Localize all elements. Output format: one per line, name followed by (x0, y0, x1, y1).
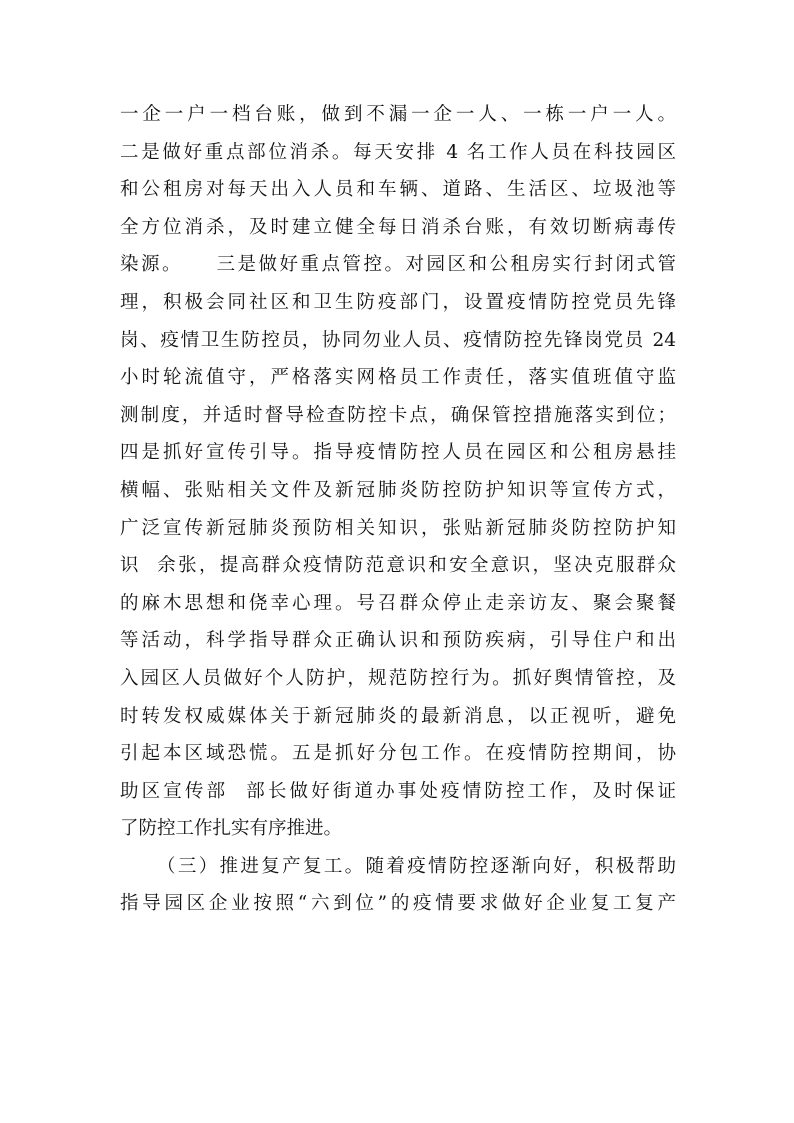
text-line: 二是做好重点部位消杀。每天安排 4 名工作人员在科技园区 (120, 141, 676, 163)
text-line: 和公租房对每天出入人员和车辆、道路、生活区、垃圾池等 (120, 179, 676, 201)
text-line: 识 余张，提高群众疫情防范意识和安全意识，坚决克服群众 (120, 555, 676, 577)
text-line: 全方位消杀，及时建立健全每日消杀台账，有效切断病毒传 (120, 216, 676, 238)
text-line: 引起本区域恐慌。五是抓好分包工作。在疫情防控期间，协 (120, 743, 676, 765)
text-line: 等活动，科学指导群众正确认识和预防疾病，引导住户和出 (120, 630, 676, 652)
body-text (120, 96, 676, 923)
text-line: 四是抓好宣传引导。指导疫情防控人员在园区和公租房悬挂 (120, 442, 676, 464)
text-line: 小时轮流值守，严格落实网格员工作责任，落实值班值守监 (120, 367, 676, 389)
text-line: 测制度，并适时督导检查防控卡点，确保管控措施落实到位； (120, 404, 676, 426)
text-line: 理，积极会同社区和卫生防疫部门，设置疫情防控党员先锋 (120, 291, 676, 313)
text-line: 时转发权威媒体关于新冠肺炎的最新消息，以正视听，避免 (120, 705, 676, 727)
text-line: 广泛宣传新冠肺炎预防相关知识，张贴新冠肺炎防控防护知 (120, 517, 676, 539)
text-line: 入园区人员做好个人防护，规范防控行为。抓好舆情管控，及 (120, 667, 676, 689)
text-line: 了防控工作扎实有序推进。 (120, 818, 343, 840)
text-line: 一企一户一档台账，做到不漏一企一人、一栋一户一人。 (120, 104, 676, 125)
text-line: 助区宣传部 部长做好街道办事处疫情防控工作，及时保证 (120, 780, 676, 802)
text-line: 岗、疫情卫生防控员，协同勿业人员、疫情防控先锋岗党员 24 (120, 329, 676, 351)
section-heading-line: （三）推进复产复工。随着疫情防控逐渐向好，积极帮助 (157, 855, 676, 877)
text-line: 横幅、张贴相关文件及新冠肺炎防控防护知识等宣传方式， (120, 479, 676, 501)
text-line: 指导园区企业按照“六到位”的疫情要求做好企业复工复产 (120, 893, 676, 915)
text-line: 的麻木思想和侥幸心理。号召群众停止走亲访友、聚会聚餐 (120, 592, 676, 614)
text-line: 染源。 三是做好重点管控。对园区和公租房实行封闭式管 (120, 254, 676, 276)
